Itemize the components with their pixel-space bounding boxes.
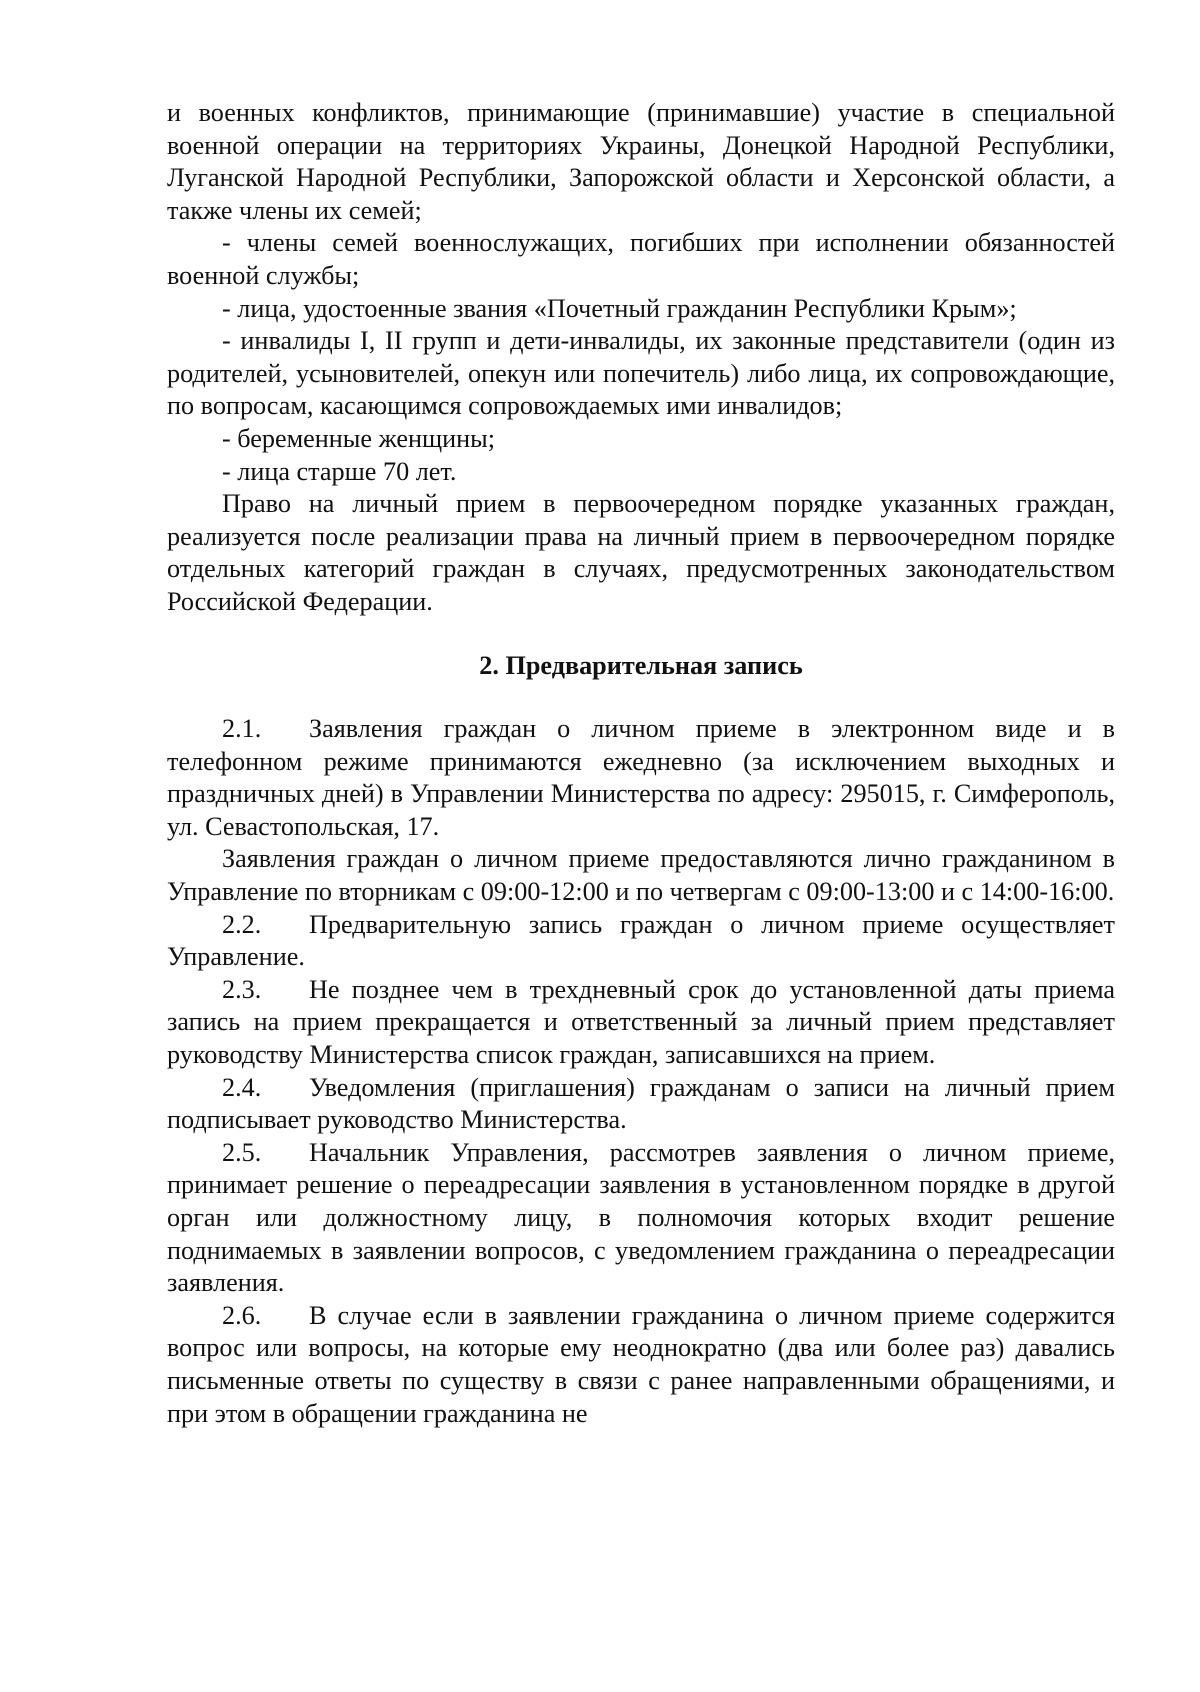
clause-2-4	[167, 1072, 1115, 1137]
paragraph-intro-continuation: и военных конфликтов, принимающие (принимавшие) участие в специальной военной операции на территориях Украины, Донецкой Народной Республики, Луганской Народной Республики, Запорожской области и Херсонской области, а также члены их семей;	[167, 98, 1115, 225]
clause-2-1-continuation	[167, 843, 1115, 908]
clause-2-5	[167, 1137, 1115, 1300]
clause-text: Заявления граждан о личном приеме в электронном виде и в телефонном режиме принимаются ежедневно (за исключением выходных и праздничных дней) в Управлении Министерства по адресу: 295015, г. Симферополь, ул. Севастопольская, 17.	[167, 714, 1115, 841]
clause-text: Начальник Управления, рассмотрев заявления о личном приеме, принимает решение о переадресации заявления в установленном порядке в другой орган или должностному лицу, в полномочия которых входит решение поднимаемых в заявлении вопросов, с уведомлением гражданина о переадресации заявления.	[167, 1137, 1115, 1298]
clause-number: 2.6.	[222, 1300, 262, 1330]
clause-2-6	[167, 1300, 1115, 1430]
section-heading: 2. Предварительная запись	[479, 650, 803, 680]
list-item-families-of-servicemen: - члены семей военнослужащих, погибших при исполнении обязанностей военной службы;	[167, 228, 1115, 290]
document-body	[167, 97, 1115, 1430]
clause-2-1	[167, 713, 1115, 843]
clause-text: В случае если в заявлении гражданина о личном приеме содержится вопрос или вопросы, на которые ему неоднократно (два или более раз) давались письменные ответы по существу в связи с ранее направленными обращениями, и при этом в обращении гражданина не	[167, 1300, 1115, 1428]
clause-text: Предварительную запись граждан о личном приеме осуществляет Управление.	[167, 909, 1115, 972]
list-item-pregnant-women: - беременные женщины;	[222, 423, 496, 453]
clause-number: 2.1.	[222, 714, 262, 744]
clause-text: Заявления граждан о личном приеме предоставляются лично гражданином в Управление по вторникам с 09:00-12:00 и по четвергам с 09:00-13:00 и с 14:00-16:00.	[167, 844, 1115, 907]
clause-number: 2.3.	[222, 974, 262, 1004]
list-item-disabled-persons: - инвалиды I, II групп и дети-инвалиды, их законные представители (один из родителей, усыновителей, опекун или попечитель) либо лица, их сопровождающие, по вопросам, касающимся сопровождаемых ими инвалидов;	[167, 326, 1115, 421]
clause-2-3	[167, 974, 1115, 1072]
clause-2-2	[167, 909, 1115, 974]
clause-number: 2.5.	[222, 1137, 262, 1167]
list-item-persons-over-70: - лица старше 70 лет.	[222, 456, 457, 486]
clause-text: Уведомления (приглашения) гражданам о записи на личный прием подписывает руководство Министерства.	[167, 1072, 1115, 1135]
clause-number: 2.2.	[222, 909, 262, 939]
list-item-honorary-citizens: - лица, удостоенные звания «Почетный гражданин Республики Крым»;	[222, 293, 1017, 323]
clause-number: 2.4.	[222, 1072, 262, 1102]
paragraph-priority-right: Право на личный прием в первоочередном порядке указанных граждан, реализуется после реализации права на личный прием в первоочередном порядке отдельных категорий граждан в случаях, предусмотренных законодательством Российской Федерации.	[167, 489, 1115, 616]
clause-text: Не позднее чем в трехдневный срок до установленной даты приема запись на прием прекращается и ответственный за личный прием представляет руководству Министерства список граждан, записавшихся на прием.	[167, 974, 1115, 1070]
